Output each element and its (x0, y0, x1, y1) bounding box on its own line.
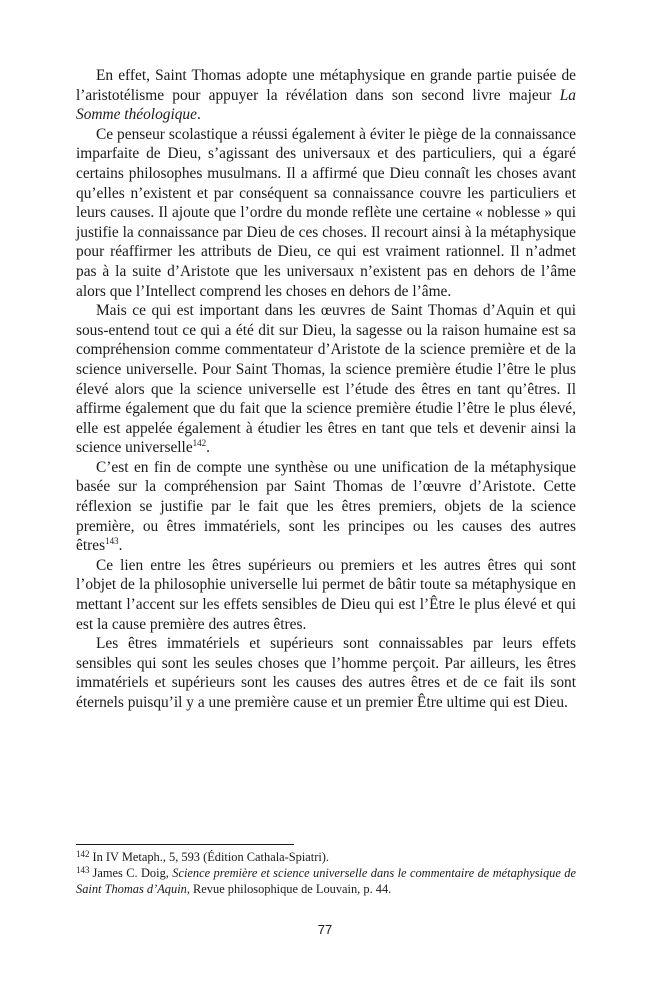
footnote-text: In IV Metaph., 5, 593 (Édition Cathala-Spiatri). (92, 850, 330, 864)
paragraph-1 (76, 66, 576, 125)
paragraph-4-end: . (118, 537, 123, 555)
paragraph-1-end: . (196, 106, 201, 124)
paragraph-3 (76, 301, 576, 458)
footnote-source: , Revue philosophique de Louvain, p. 44. (186, 881, 392, 896)
paragraph-6: Les êtres immatériels et supérieurs sont connaissables par leurs effets sensibles qui sont les seules choses que l’homme perçoit. Par ailleurs, les êtres immatériels et supérieurs sont les causes des autres êtres et de ce fait ils sont éternels puisqu’il y a une première cause et un premier Être ultime qui est Dieu. (76, 635, 576, 711)
page-number: 77 (317, 922, 333, 937)
footnote-title-italic: Science première et science universelle dans le commentaire de métaphysique de Saint Thomas d’Aquin (76, 865, 576, 896)
paragraph-2: Ce penseur scolastique a réussi également à éviter le piège de la connaissance imparfaite de Dieu, s’agissant des universaux et des particuliers, qui a égaré certains philosophes musulmans. Il a affirmé que Dieu connaît les choses avant qu’elles n’existent et par conséquent sa connaissance couvre les particuliers et leurs causes. Il ajoute que l’ordre du monde reflète une certaine « noblesse » qui justifie la connaissance par Dieu de ces choses. Il recourt ainsi à la métaphysique pour réaffirmer les attributs de Dieu, ce qui est vraiment rationnel. Il n’admet pas à la suite d’Aristote que les universaux n’existent pas en dehors de l’âme alors que l’Intellect comprend les choses en dehors de l’âme. (76, 125, 576, 300)
paragraph-3-text: Mais ce qui est important dans les œuvres de Saint Thomas d’Aquin et qui sous-entend tout ce qui a été dit sur Dieu, la sagesse ou la raison humaine est sa compréhension comme commentateur d’Aristote de la science première et de la science universelle. Pour Saint Thomas, la science première étudie l’être le plus élevé alors que la science universelle est l’étude des êtres en tant qu’êtres. Il affirme également que du fait que la science première étudie l’être le plus élevé, elle est appelée également à étudier les êtres en tant que tels et devenir ainsi la science universelle (76, 302, 576, 457)
footnote-142 (76, 850, 576, 866)
footnote-143 (76, 866, 576, 898)
footnote-ref-142[interactable]: 142 (192, 438, 207, 449)
paragraph-5: Ce lien entre les êtres supérieurs ou premiers et les autres êtres qui sont l’objet de la philosophie universelle lui permet de bâtir toute sa métaphysique en mettant l’accent sur les effets sensibles de Dieu qui est l’Être le plus élevé et qui est la cause première des autres êtres. (76, 556, 576, 633)
paragraph-3-end: . (206, 439, 211, 457)
paragraph-1-text: En effet, Saint Thomas adopte une métaphysique en grande partie puisée de l’aristotélisme pour appuyer la révélation dans son second livre majeur (76, 67, 576, 104)
footnote-ref-143[interactable]: 143 (105, 536, 119, 547)
footnotes (76, 850, 576, 897)
body-text (76, 66, 576, 713)
paragraph-4-text: C’est en fin de compte une synthèse ou une unification de la métaphysique basée sur la compréhension par Saint Thomas de l’œuvre d’Aristote. Cette réflexion se justifie par le fait que les êtres premiers, objets de la science première, ou êtres immatériels, sont les principes ou les causes des autres êtres (76, 458, 576, 555)
footnote-number: 142 (76, 849, 90, 859)
paragraph-4 (76, 458, 576, 556)
footnote-number: 143 (76, 864, 90, 875)
footnote-author: James C. Doig, (92, 865, 173, 880)
footnote-divider (76, 844, 294, 845)
book-title-italic: La Somme théologique (76, 86, 576, 124)
